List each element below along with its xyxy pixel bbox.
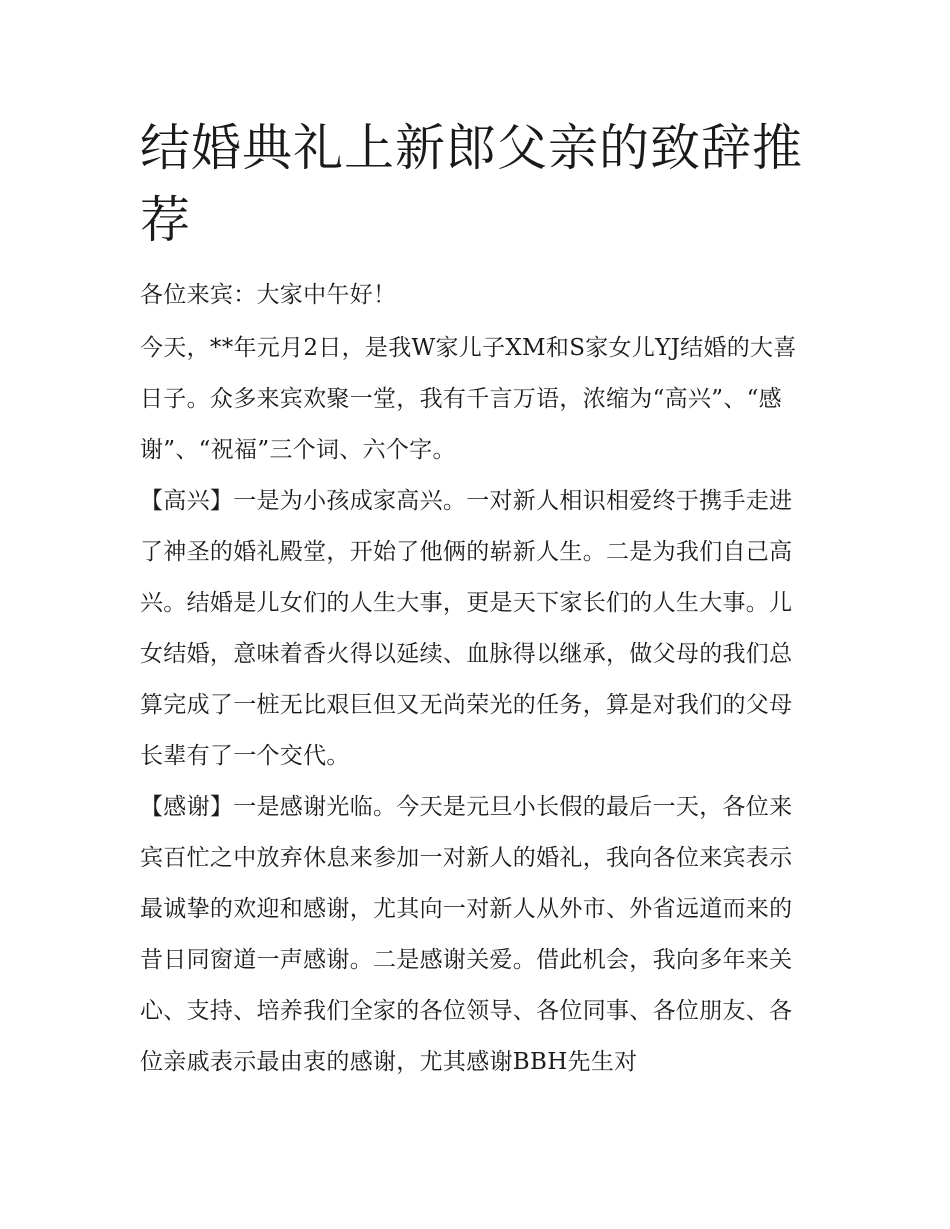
happiness-paragraph: 【高兴】一是为小孩成家高兴。一对新人相识相爱终于携手走进了神圣的婚礼殿堂，开始了他俩的崭新人生。二是为我们自己高兴。结婚是儿女们的人生大事，更是天下家长们的人生大事。儿女结婚，意味着香火得以延续、血脉得以继承，做父母的我们总算完成了一桩无比艰巨但又无尚荣光的任务，算是对我们的父母长辈有了一个交代。 (140, 488, 793, 769)
greeting-paragraph: 各位来宾：大家中午好！ (140, 282, 397, 308)
document-page (140, 112, 812, 1088)
thanks-paragraph: 【感谢】一是感谢光临。今天是元旦小长假的最后一天，各位来宾百忙之中放弃休息来参加一对新人的婚礼，我向各位来宾表示最诚挚的欢迎和感谢，尤其向一对新人从外市、外省远道而来的昔日同窗道一声感谢。二是感谢关爱。借此机会，我向多年来关心、支持、培养我们全家的各位领导、各位同事、各位朋友、各位亲戚表示最由衷的感谢，尤其感谢BBH先生对 (140, 794, 793, 1075)
intro-paragraph: 今天，**年元月2日，是我W家儿子XM和S家女儿YJ结婚的大喜日子。众多来宾欢聚一堂，我有千言万语，浓缩为“高兴”、“感谢”、“祝福”三个词、六个字。 (140, 335, 797, 463)
document-title: 结婚典礼上新郎父亲的致辞推荐 (140, 119, 803, 249)
